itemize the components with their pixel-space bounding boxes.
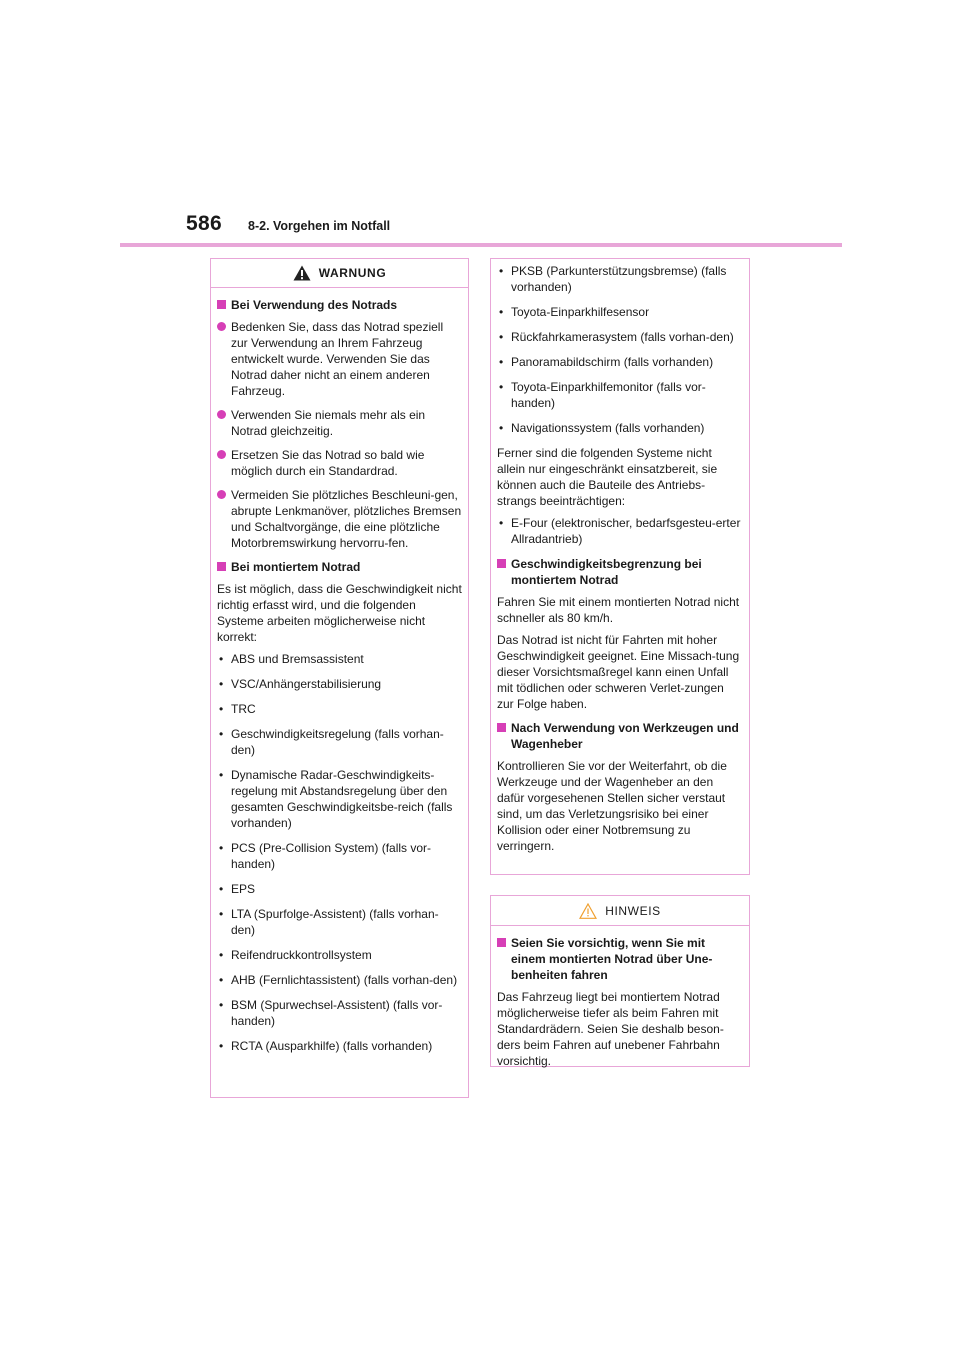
section-heading: Bei Verwendung des Notrads xyxy=(217,297,462,313)
page-number: 586 xyxy=(186,212,222,235)
bullet-dot-icon: • xyxy=(219,882,224,896)
bullet-list-item: • Toyota-Einparkhilfemonitor (falls vor-handen) xyxy=(499,380,706,410)
bullet-dot-icon: • xyxy=(219,998,224,1012)
note-header xyxy=(491,896,749,926)
bullet-list-item: • ABS und Bremsassistent xyxy=(219,652,364,666)
bullet-list-item: • Toyota-Einparkhilfesensor xyxy=(499,305,650,319)
circle-list-item: Verwenden Sie niemals mehr als ein Notrad gleichzeitig. xyxy=(217,407,462,439)
circle-list-item: Vermeiden Sie plötzliches Beschleuni-gen, abrupte Lenkmanöver, plötzliches Bremsen und Schaltvorgänge, die eine plötzliche Motorbremswirkung hervorru-fen. xyxy=(217,487,462,551)
bullet-list-item: • AHB (Fernlichtassistent) (falls vorhan-den) xyxy=(219,973,458,987)
warning-triangle-icon xyxy=(293,265,311,281)
square-bullet-icon xyxy=(497,938,506,947)
note-box xyxy=(490,895,750,1067)
warning-box xyxy=(210,258,469,1098)
bullet-list-item: • Navigationssystem (falls vorhanden) xyxy=(499,421,705,435)
bullet-list-item: • VSC/Anhängerstabilisierung xyxy=(219,677,382,691)
bullet-dot-icon: • xyxy=(219,652,224,666)
section-heading: Bei montiertem Notrad xyxy=(217,559,462,575)
bullet-dot-icon: • xyxy=(499,421,504,435)
section-heading: Seien Sie vorsichtig, wenn Sie mit einem montierten Notrad über Une-benheiten fahren xyxy=(497,935,743,983)
bullet-list-item: • LTA (Spurfolge-Assistent) (falls vorhan-den) xyxy=(219,907,439,937)
bullet-dot-icon: • xyxy=(499,380,504,394)
square-bullet-icon xyxy=(217,300,226,309)
bullet-list-item: • Reifendruckkontrollsystem xyxy=(219,948,372,962)
circle-list-item: Bedenken Sie, dass das Notrad speziell zur Verwendung an Ihrem Fahrzeug entwickelt wurde. Verwenden Sie das Notrad daher nicht an einem anderen Fahrzeug. xyxy=(217,319,462,399)
bullet-dot-icon: • xyxy=(219,677,224,691)
bullet-dot-icon: • xyxy=(219,768,224,782)
bullet-dot-icon: • xyxy=(219,727,224,741)
bullet-dot-icon: • xyxy=(499,516,504,530)
paragraph: Fahren Sie mit einem montierten Notrad nicht schneller als 80 km/h. xyxy=(497,595,740,625)
bullet-list-item: • RCTA (Ausparkhilfe) (falls vorhanden) xyxy=(219,1039,433,1053)
note-title: HINWEIS xyxy=(605,903,661,918)
bullet-list-item: • Geschwindigkeitsregelung (falls vorhan-den) xyxy=(219,727,444,757)
warning-continued-box xyxy=(490,258,750,875)
circle-bullet-icon xyxy=(217,450,226,459)
bullet-dot-icon: • xyxy=(499,355,504,369)
section-heading: Geschwindigkeitsbegrenzung bei montiertem Notrad xyxy=(497,556,743,588)
bullet-dot-icon: • xyxy=(499,330,504,344)
bullet-dot-icon: • xyxy=(219,973,224,987)
bullet-dot-icon: • xyxy=(219,702,224,716)
paragraph: Kontrollieren Sie vor der Weiterfahrt, ob die Werkzeuge und der Wagenheber an den dafür vorgesehenen Stellen sicher verstaut sind, um das Verletzungsrisiko bei einer Kollision oder einer Notbremsung zu verringern. xyxy=(497,759,727,853)
bullet-list-item: • E-Four (elektronischer, bedarfsgesteu-erter Allradantrieb) xyxy=(499,516,741,546)
bullet-list-item: • Dynamische Radar-Geschwindigkeits-regelung mit Abstandsregelung über den gesamten Geschwindigkeitsbe-reich (falls vorhanden) xyxy=(219,768,453,830)
paragraph: Das Notrad ist nicht für Fahrten mit hoher Geschwindigkeit geeignet. Eine Missach-tung dieser Vorsichtsmaßregel kann einen Unfall mit tödlichen oder schweren Verlet-zungen zur Folge haben. xyxy=(497,633,740,711)
bullet-list-item: • PCS (Pre-Collision System) (falls vor-handen) xyxy=(219,841,432,871)
paragraph: Ferner sind die folgenden Systeme nicht allein nur eingeschränkt einsatzbereit, sie können auch die Bauteile des Antriebs-strangs beeinträchtigen: xyxy=(497,446,718,508)
paragraph: Es ist möglich, dass die Geschwindigkeit nicht richtig erfasst wird, und die folgenden Systeme arbeiten möglicherweise nicht korrekt: xyxy=(217,582,462,644)
bullet-list-item: • BSM (Spurwechsel-Assistent) (falls vor-handen) xyxy=(219,998,443,1028)
bullet-list-item: • Rückfahrkamerasystem (falls vorhan-den) xyxy=(499,330,734,344)
bullet-dot-icon: • xyxy=(219,948,224,962)
warning-title: WARNUNG xyxy=(318,266,387,280)
bullet-dot-icon: • xyxy=(499,264,504,278)
bullet-dot-icon: • xyxy=(219,841,224,855)
bullet-dot-icon: • xyxy=(219,907,224,921)
section-heading: Nach Verwendung von Werkzeugen und Wagenheber xyxy=(497,720,743,752)
paragraph: Das Fahrzeug liegt bei montiertem Notrad möglicherweise tiefer als beim Fahren mit Standardrädern. Seien Sie deshalb beson-ders beim Fahren auf unebener Fahrbahn vorsichtig. xyxy=(497,990,724,1068)
bullet-list-item: • TRC xyxy=(219,702,256,716)
circle-bullet-icon xyxy=(217,322,226,331)
bullet-dot-icon: • xyxy=(499,305,504,319)
square-bullet-icon xyxy=(497,559,506,568)
square-bullet-icon xyxy=(497,723,506,732)
circle-bullet-icon xyxy=(217,490,226,499)
bullet-list-item: • PKSB (Parkunterstützungsbremse) (falls vorhanden) xyxy=(499,264,727,294)
circle-list-item: Ersetzen Sie das Notrad so bald wie möglich durch ein Standardrad. xyxy=(217,447,462,479)
section-title: 8-2. Vorgehen im Notfall xyxy=(248,219,391,233)
bullet-list-item: • EPS xyxy=(219,882,256,896)
header-rule xyxy=(120,243,842,247)
bullet-list-item: • Panoramabildschirm (falls vorhanden) xyxy=(499,355,714,369)
bullet-dot-icon: • xyxy=(219,1039,224,1053)
warning-header xyxy=(211,259,468,288)
caution-triangle-outline-icon xyxy=(579,903,597,919)
circle-bullet-icon xyxy=(217,410,226,419)
square-bullet-icon xyxy=(217,562,226,571)
